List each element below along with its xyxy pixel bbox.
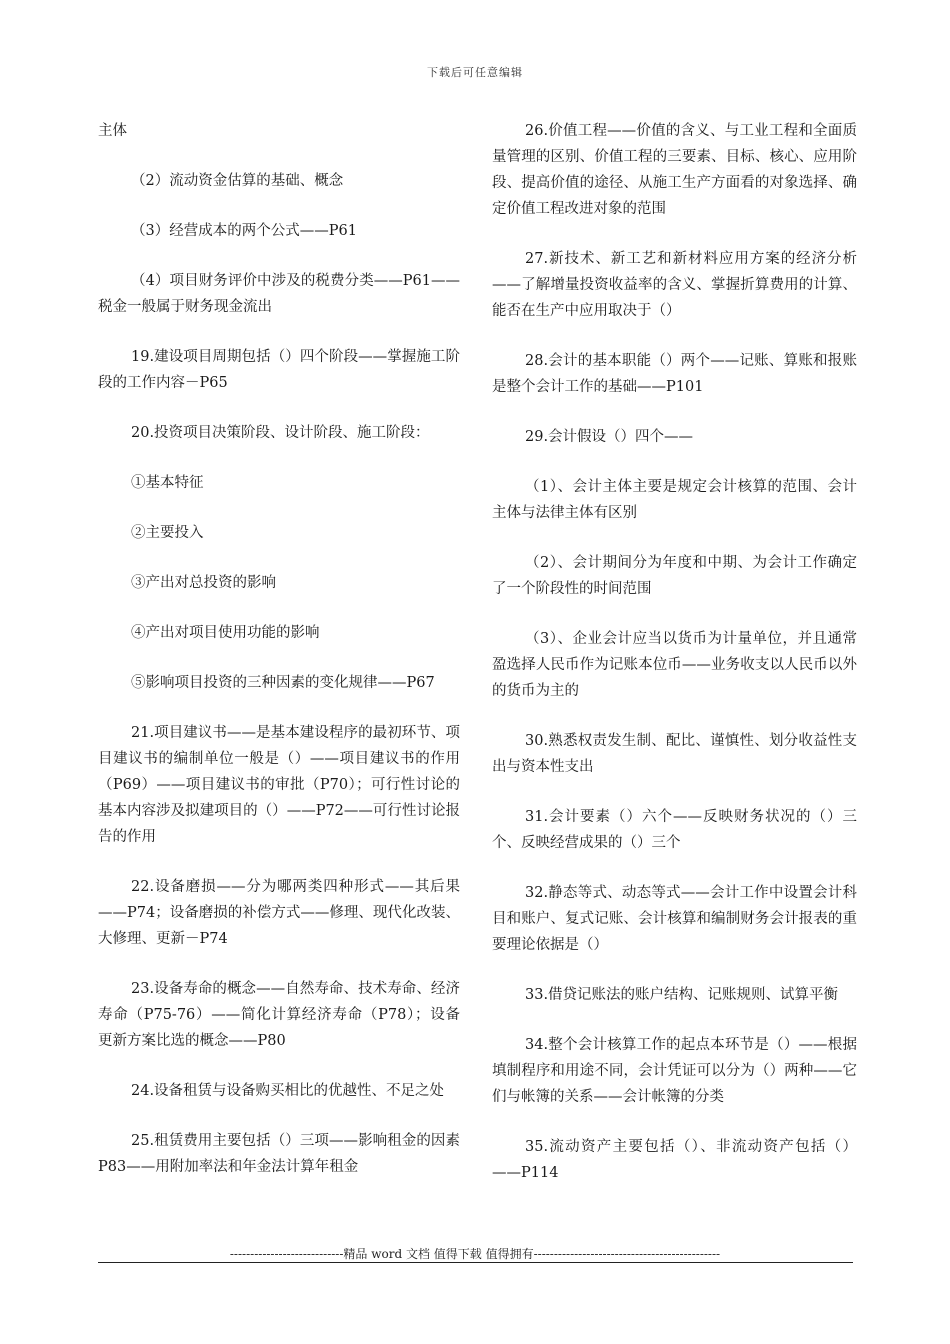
paragraph: 25.租赁费用主要包括（）三项——影响租金的因素 P83——用附加率法和年金法计算年租金 xyxy=(98,1133,460,1175)
paragraph: 28.会计的基本职能（）两个——记账、算账和报账是整个会计工作的基础——P101 xyxy=(492,353,857,395)
paragraph: 32.静态等式、动态等式——会计工作中设置会计科目和账户、复式记账、会计核算和编制财务会计报表的重要理论依据是（） xyxy=(492,885,857,953)
paragraph: ④产出对项目使用功能的影响 xyxy=(131,625,320,641)
paragraph: 20.投资项目决策阶段、设计阶段、施工阶段： xyxy=(131,425,430,441)
paragraph: 24.设备租赁与设备购买相比的优越性、不足之处 xyxy=(131,1083,445,1099)
paragraph: （4）项目财务评价中涉及的税费分类——P61——税金一般属于财务现金流出 xyxy=(98,273,460,315)
paragraph: 29.会计假设（）四个—— xyxy=(525,429,694,445)
paragraph: 26.价值工程——价值的含义、与工业工程和全面质量管理的区别、价值工程的三要素、目标、核心、应用阶段、提高价值的途径、从施工生产方面看的对象选择、确定价值工程改进对象的范围 xyxy=(492,123,857,217)
paragraph: 主体 xyxy=(98,123,127,139)
paragraph: ③产出对总投资的影响 xyxy=(131,575,276,591)
paragraph: 22.设备磨损——分为哪两类四种形式——其后果——P74；设备磨损的补偿方式——修理、现代化改装、大修理、更新－P74 xyxy=(98,879,460,947)
paragraph: （1）、会计主体主要是规定会计核算的范围、会计主体与法律主体有区别 xyxy=(492,479,857,521)
paragraph: （3）、企业会计应当以货币为计量单位，并且通常盈选择人民币作为记账本位币——业务收支以人民币以外的货币为主的 xyxy=(492,631,857,699)
paragraph: （2）流动资金估算的基础、概念 xyxy=(131,173,344,189)
page-header: 下载后可任意编辑 xyxy=(427,66,523,79)
paragraph: （2）、会计期间分为年度和中期、为会计工作确定了一个阶段性的时间范围 xyxy=(492,555,857,597)
paragraph: 33.借贷记账法的账户结构、记账规则、试算平衡 xyxy=(525,987,839,1003)
left-column xyxy=(98,118,460,1180)
footer-divider xyxy=(98,1262,853,1263)
paragraph: 35.流动资产主要包括（）、非流动资产包括（）——P114 xyxy=(492,1139,857,1181)
paragraph: 30.熟悉权责发生制、配比、谨慎性、划分收益性支出与资本性支出 xyxy=(492,733,857,775)
right-column xyxy=(492,118,857,1186)
paragraph: 23.设备寿命的概念——自然寿命、技术寿命、经济寿命（P75-76）——简化计算经济寿命（P78）；设备更新方案比选的概念——P80 xyxy=(98,981,460,1049)
paragraph: 27.新技术、新工艺和新材料应用方案的经济分析——了解增量投资收益率的含义、掌握折算费用的计算、能否在生产中应用取决于（） xyxy=(492,251,857,319)
paragraph: ①基本特征 xyxy=(131,475,204,491)
paragraph: 34.整个会计核算工作的起点本环节是（）——根据填制程序和用途不同，会计凭证可以分为（）两种——它们与帐簿的关系——会计帐簿的分类 xyxy=(492,1037,857,1105)
paragraph: 21.项目建议书——是基本建设程序的最初环节、项目建议书的编制单位一般是（）——项目建议书的作用（P69）——项目建议书的审批（P70）；可行性讨论的基本内容涉及拟建项目的（）——P72——可行性讨论报告的作用 xyxy=(98,725,460,845)
paragraph: 19.建设项目周期包括（）四个阶段——掌握施工阶段的工作内容－P65 xyxy=(98,349,460,391)
paragraph: ②主要投入 xyxy=(131,525,204,541)
paragraph: 31.会计要素（）六个——反映财务状况的（）三个、反映经营成果的（）三个 xyxy=(492,809,857,851)
paragraph: （3）经营成本的两个公式——P61 xyxy=(131,223,357,239)
paragraph: ⑤影响项目投资的三种因素的变化规律——P67 xyxy=(131,675,435,691)
page-footer: ----------------------------精品 word 文档 值得下载 值得拥有---------------------------------------------- xyxy=(229,1247,721,1261)
